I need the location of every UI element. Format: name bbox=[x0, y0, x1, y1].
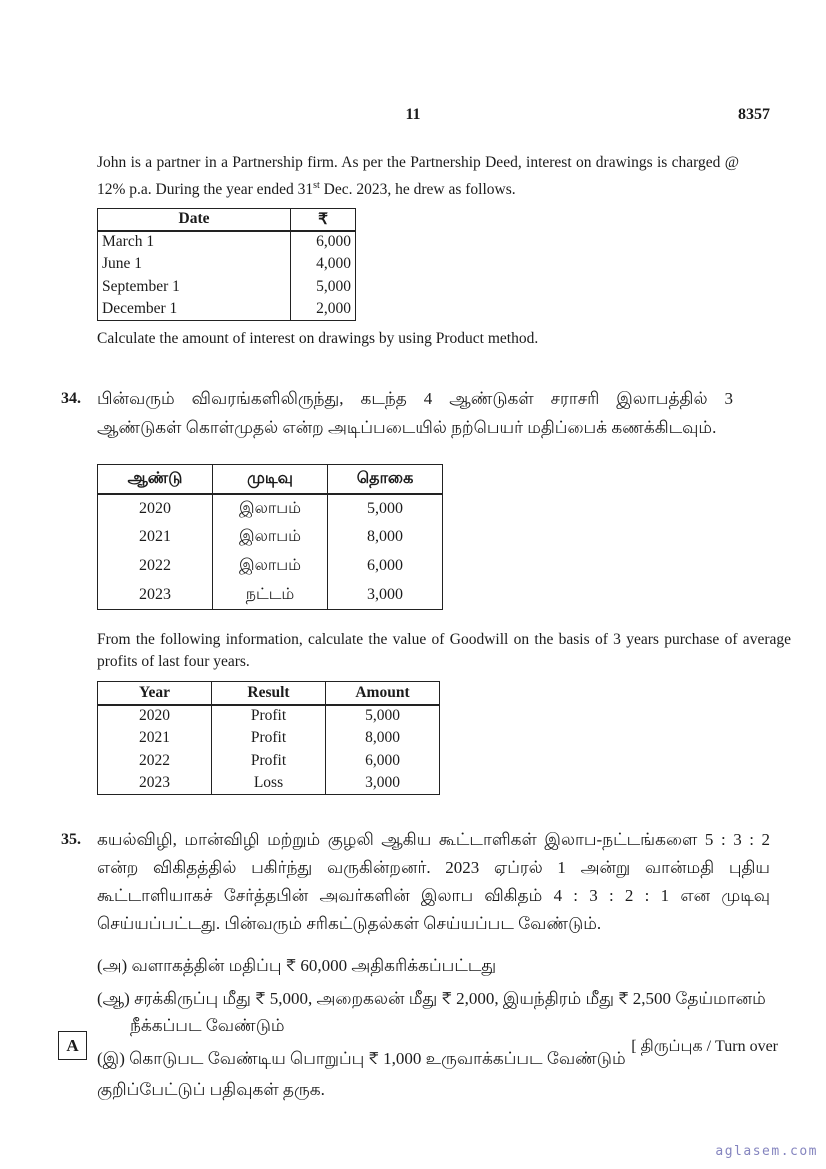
drawings-header-date: Date bbox=[98, 209, 291, 231]
q34-en-amount-cell: 8,000 bbox=[326, 727, 440, 750]
drawings-amount-cell: 4,000 bbox=[291, 253, 356, 276]
list-item bbox=[97, 952, 787, 979]
table-row bbox=[98, 727, 440, 750]
question-34-text-tamil: பின்வரும் விவரங்களிலிருந்து, கடந்த 4 ஆண்டுகள் சராசரி இலாபத்தில் 3 ஆண்டுகள் கொள்முதல் என்ற அடிப்படையில் நற்பெயர் மதிப்பைக் கணக்கிடவும். bbox=[97, 389, 733, 438]
subitem-i-label: (இ) bbox=[97, 1049, 125, 1069]
table-row bbox=[98, 772, 440, 795]
q34-ta-year-cell: 2021 bbox=[98, 523, 213, 552]
q34-en-result-cell: Loss bbox=[212, 772, 326, 795]
subitem-aa-text: சரக்கிருப்பு மீது ₹ 5,000, அறைகலன் மீது ₹ 2,000, இயந்திரம் மீது ₹ 2,500 தேய்மானம் நீக்கப்பட வேண்டும் bbox=[130, 989, 766, 1036]
q34-en-year-cell: 2022 bbox=[98, 750, 212, 773]
q34-en-amount-cell: 3,000 bbox=[326, 772, 440, 795]
watermark-text: aglasem.com bbox=[715, 1144, 818, 1159]
q33-intro-text: John is a partner in a Partnership firm. As per the Partnership Deed, interest on drawings is charged @ 12% p.a. During the year ended 31 bbox=[97, 154, 739, 198]
q33-instruction-line: Calculate the amount of interest on drawings by using Product method. bbox=[97, 330, 539, 348]
table-row bbox=[98, 750, 440, 773]
q34-en-amount-cell: 5,000 bbox=[326, 705, 440, 728]
q34-text-english: From the following information, calculate the value of Goodwill on the basis of 3 years purchase of average profits of last four years. bbox=[97, 631, 791, 671]
q34-tamil-header-row bbox=[98, 465, 443, 494]
table-row bbox=[98, 253, 356, 276]
q34-en-year-cell: 2023 bbox=[98, 772, 212, 795]
q34-ta-amount-cell: 8,000 bbox=[328, 523, 443, 552]
table-row bbox=[98, 298, 356, 321]
q33-intro-paragraph bbox=[97, 152, 739, 201]
q34-ta-year-cell: 2022 bbox=[98, 552, 213, 581]
q34-english-table bbox=[97, 681, 440, 795]
subitem-aa-label: (ஆ) bbox=[97, 989, 130, 1009]
drawings-amount-cell: 6,000 bbox=[291, 231, 356, 254]
table-row bbox=[98, 231, 356, 254]
q34-en-result-cell: Profit bbox=[212, 727, 326, 750]
table-row bbox=[98, 523, 443, 552]
page-header bbox=[0, 0, 826, 128]
drawings-amount-cell: 5,000 bbox=[291, 276, 356, 299]
q34-ta-result-cell: இலாபம் bbox=[213, 552, 328, 581]
q34-en-amount-cell: 6,000 bbox=[326, 750, 440, 773]
drawings-date-cell: June 1 bbox=[98, 253, 291, 276]
table-row bbox=[98, 494, 443, 523]
q34-en-result-cell: Profit bbox=[212, 750, 326, 773]
table-row bbox=[98, 552, 443, 581]
q34-header-amount-ta: தொகை bbox=[328, 465, 443, 494]
q33-ordinal-superscript: st bbox=[313, 179, 320, 191]
drawings-date-cell: December 1 bbox=[98, 298, 291, 321]
q34-en-year-cell: 2021 bbox=[98, 727, 212, 750]
q34-english-header-row bbox=[98, 682, 440, 705]
q34-en-year-cell: 2020 bbox=[98, 705, 212, 728]
q34-ta-result-cell: நட்டம் bbox=[213, 581, 328, 610]
question-35-number: 35. bbox=[61, 831, 81, 849]
q34-header-result: Result bbox=[212, 682, 326, 705]
q34-ta-amount-cell: 5,000 bbox=[328, 494, 443, 523]
question-35-text-tamil: கயல்விழி, மான்விழி மற்றும் குழலி ஆகிய கூட்டாளிகள் இலாப-நட்டங்களை 5 : 3 : 2 என்ற விகிதத்தில் பகிர்ந்து வருகின்றனர். 2023 ஏப்ரல் 1 அன்று வான்மதி புதிய கூட்டாளியாகச் சேர்த்தபின் அவர்களின் இலாப விகிதம் 4 : 3 : 2 : 1 என முடிவு செய்யப்பட்டது. பின்வரும் சரிகட்டுதல்கள் செய்யப்பட வேண்டும். bbox=[97, 830, 770, 934]
question-35-closing: குறிப்பேட்டுப் பதிவுகள் தருக. bbox=[97, 1080, 325, 1100]
page-number: 11 bbox=[405, 106, 421, 123]
q34-ta-result-cell: இலாபம் bbox=[213, 494, 328, 523]
q33-intro-text-end: Dec. 2023, he drew as follows. bbox=[319, 180, 516, 198]
subitem-a-text: வளாகத்தின் மதிப்பு ₹ 60,000 அதிகரிக்கப்பட்டது bbox=[131, 956, 497, 976]
q34-ta-amount-cell: 3,000 bbox=[328, 581, 443, 610]
question-34 bbox=[61, 384, 733, 442]
question-34-number: 34. bbox=[61, 390, 81, 408]
q34-ta-year-cell: 2020 bbox=[98, 494, 213, 523]
q34-ta-amount-cell: 6,000 bbox=[328, 552, 443, 581]
turn-over-label: [ திருப்புக / Turn over bbox=[631, 1038, 778, 1055]
drawings-amount-cell: 2,000 bbox=[291, 298, 356, 321]
q34-header-amount: Amount bbox=[326, 682, 440, 705]
q34-ta-year-cell: 2023 bbox=[98, 581, 213, 610]
table-row bbox=[98, 276, 356, 299]
drawings-table bbox=[97, 208, 356, 321]
page-content bbox=[0, 152, 826, 1102]
table-row bbox=[98, 705, 440, 728]
question-35 bbox=[61, 826, 770, 938]
series-badge: A bbox=[58, 1031, 87, 1060]
subitem-a-label: (அ) bbox=[97, 956, 128, 976]
q34-header-result-ta: முடிவு bbox=[213, 465, 328, 494]
drawings-header-rupee: ₹ bbox=[291, 209, 356, 231]
q34-en-result-cell: Profit bbox=[212, 705, 326, 728]
drawings-date-cell: March 1 bbox=[98, 231, 291, 254]
paper-code: 8357 bbox=[738, 106, 770, 123]
q34-tamil-table bbox=[97, 464, 443, 610]
page-footer bbox=[0, 1028, 826, 1062]
drawings-table-header-row bbox=[98, 209, 356, 231]
drawings-date-cell: September 1 bbox=[98, 276, 291, 299]
q34-header-year-ta: ஆண்டு bbox=[98, 465, 213, 494]
q34-ta-result-cell: இலாபம் bbox=[213, 523, 328, 552]
subitem-i-text: கொடுபட வேண்டிய பொறுப்பு ₹ 1,000 உருவாக்கப்பட வேண்டும் bbox=[129, 1049, 626, 1069]
q34-header-year: Year bbox=[98, 682, 212, 705]
table-row bbox=[98, 581, 443, 610]
